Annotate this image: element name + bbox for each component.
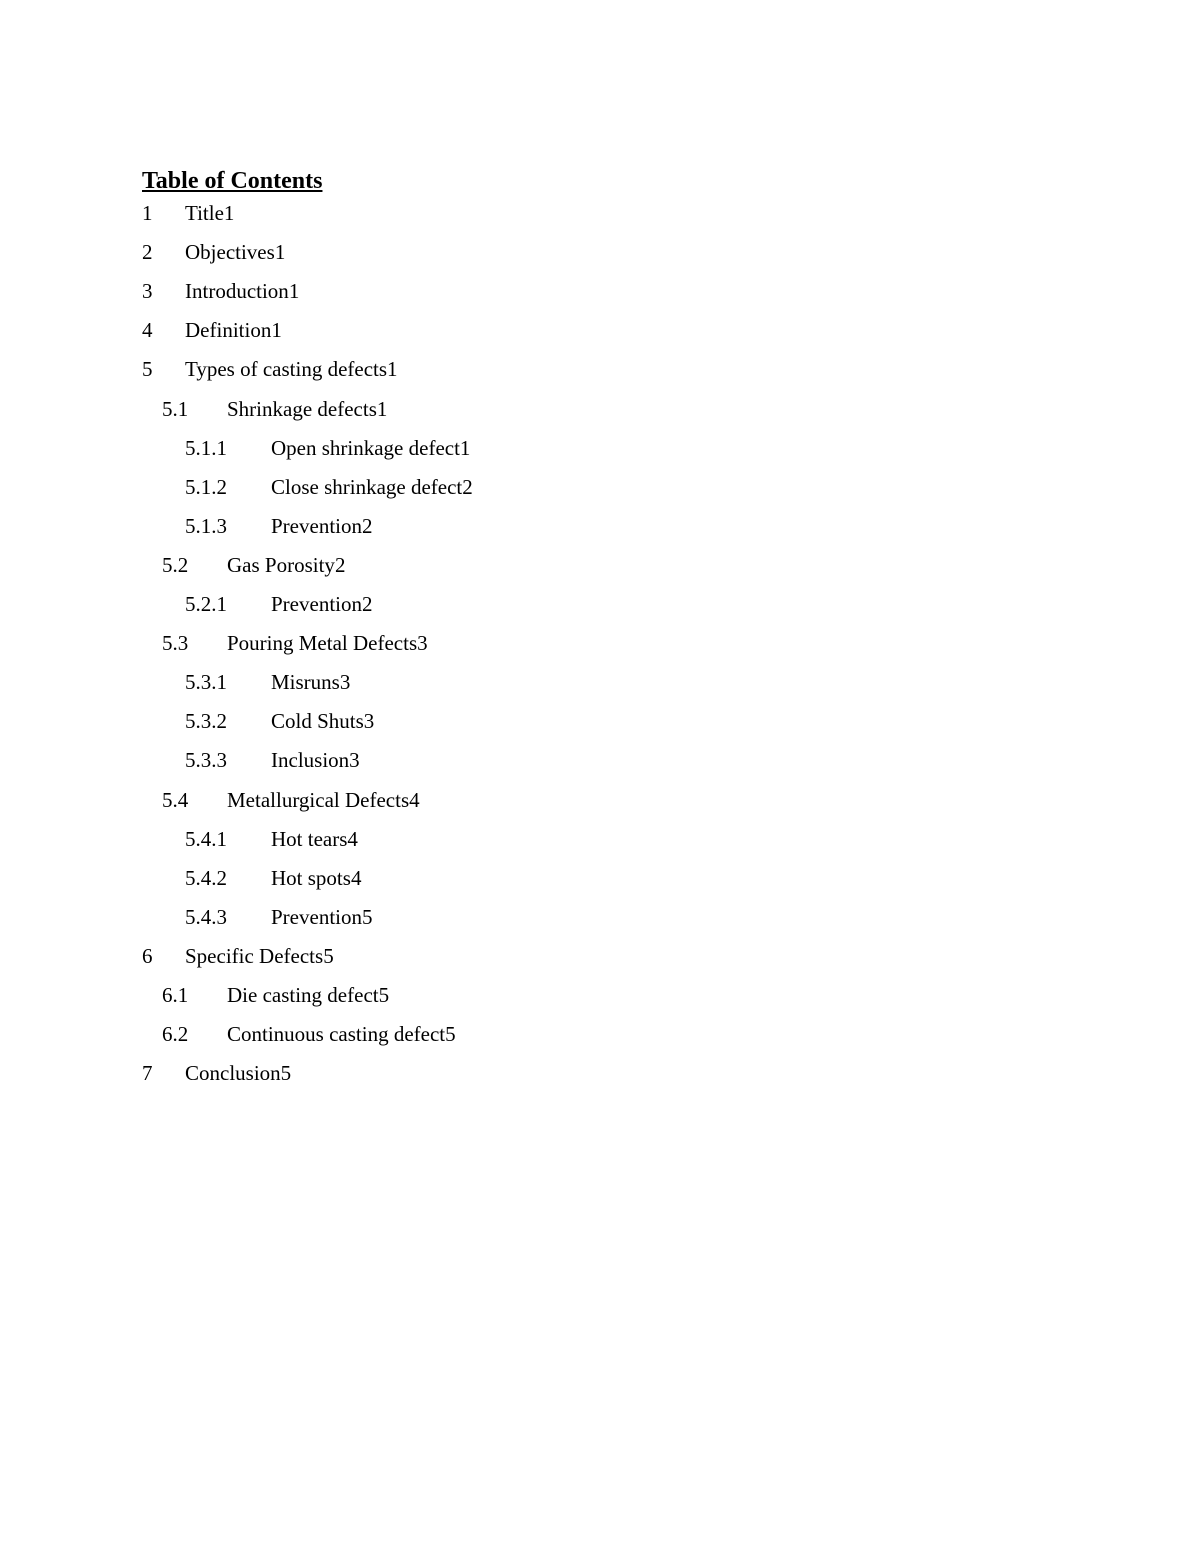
toc-entry-label: Prevention bbox=[271, 905, 362, 929]
toc-entry-number: 5.3.1 bbox=[185, 670, 227, 694]
toc-entry-label: Types of casting defects bbox=[185, 357, 388, 381]
toc-entry-number: 5.4.1 bbox=[185, 827, 227, 851]
toc-entry-label: Introduction bbox=[185, 279, 289, 303]
toc-entry-number: 5.4.2 bbox=[185, 866, 227, 890]
toc-entry-label: Hot tears bbox=[271, 827, 348, 851]
toc-entry-label: Die casting defect bbox=[227, 983, 379, 1007]
toc-entry-number: 5.1.1 bbox=[185, 436, 227, 460]
toc-entry-page-number: 2 bbox=[462, 475, 473, 499]
toc-entry-page-number: 2 bbox=[361, 514, 373, 538]
toc-entry-page-number: 1 bbox=[288, 279, 300, 303]
toc-entry-label: Conclusion bbox=[185, 1061, 281, 1085]
toc-entry-page-number: 5 bbox=[361, 905, 373, 929]
toc-entry-label: Definition bbox=[185, 318, 272, 342]
toc-entry-page-number: 5 bbox=[280, 1061, 292, 1085]
toc-entry-page-number: 3 bbox=[349, 748, 360, 772]
toc-entry-label: Prevention bbox=[271, 514, 362, 538]
toc-entry-page-number: 3 bbox=[363, 709, 375, 733]
toc-entry-label: Specific Defects bbox=[185, 944, 324, 968]
toc-entry-page-number: 1 bbox=[223, 201, 235, 225]
toc-entry-page-number: 3 bbox=[339, 670, 351, 694]
toc-entry-label: Pouring Metal Defects bbox=[227, 631, 418, 655]
toc-entry-number: 5.1.3 bbox=[185, 514, 227, 538]
toc-entry-label: Open shrinkage defect bbox=[271, 436, 460, 460]
toc-entry-label: Objectives bbox=[185, 240, 275, 264]
toc-entry-page-number: 2 bbox=[334, 553, 346, 577]
toc-entry-page-number: 4 bbox=[409, 788, 420, 812]
toc-entry-number: 3 bbox=[142, 279, 153, 303]
toc-entry-label: Cold Shuts bbox=[271, 709, 364, 733]
toc-entry-page-number: 1 bbox=[459, 436, 471, 460]
toc-entry-label: Shrinkage defects bbox=[227, 397, 377, 421]
toc-entry-number: 5 bbox=[142, 357, 153, 381]
toc-entry-number: 7 bbox=[142, 1061, 153, 1085]
toc-heading: Table of Contents bbox=[142, 168, 323, 194]
toc-entry-page-number: 2 bbox=[361, 592, 373, 616]
toc-entry-page-number: 4 bbox=[347, 827, 358, 851]
toc-entry-page-number: 5 bbox=[445, 1022, 456, 1046]
toc-entry-label: Prevention bbox=[271, 592, 362, 616]
toc-entry-number: 1 bbox=[142, 201, 153, 225]
toc-entry-page-number: 1 bbox=[274, 240, 286, 264]
toc-entry-number: 5.4 bbox=[162, 788, 189, 812]
toc-entry-page-number: 5 bbox=[323, 944, 334, 968]
toc-entry-page-number: 1 bbox=[271, 318, 282, 342]
toc-entry-page-number: 1 bbox=[376, 397, 388, 421]
toc-entry-label: Hot spots bbox=[271, 866, 351, 890]
toc-entry-number: 6 bbox=[142, 944, 153, 968]
toc-entry-number: 2 bbox=[142, 240, 153, 264]
toc-entry-number: 4 bbox=[142, 318, 153, 342]
toc-entry-number: 6.1 bbox=[162, 983, 189, 1007]
toc-entry-number: 6.2 bbox=[162, 1022, 189, 1046]
toc-entry-number: 5.3 bbox=[162, 631, 189, 655]
toc-entry-number: 5.2 bbox=[162, 553, 189, 577]
toc-entry-number: 5.3.2 bbox=[185, 709, 227, 733]
toc-entry-label: Gas Porosity bbox=[227, 553, 335, 577]
toc-entry-number: 5.4.3 bbox=[185, 905, 227, 929]
toc-entry-page-number: 3 bbox=[417, 631, 428, 655]
toc-entry-label: Title bbox=[185, 201, 224, 225]
toc-entry-number: 5.3.3 bbox=[185, 748, 227, 772]
toc-entry-number: 5.1.2 bbox=[185, 475, 227, 499]
toc-entry-label: Misruns bbox=[271, 670, 340, 694]
toc-entry-label: Inclusion bbox=[271, 748, 350, 772]
toc-entry-page-number: 5 bbox=[378, 983, 390, 1007]
toc-entry-page-number: 1 bbox=[387, 357, 398, 381]
toc-entry-label: Close shrinkage defect bbox=[271, 475, 463, 499]
toc-entry-page-number: 4 bbox=[350, 866, 362, 890]
toc-entry-number: 5.1 bbox=[162, 397, 189, 421]
toc-entry-label: Metallurgical Defects bbox=[227, 788, 410, 812]
toc-entry-number: 5.2.1 bbox=[185, 592, 227, 616]
toc-entry-label: Continuous casting defect bbox=[227, 1022, 446, 1046]
